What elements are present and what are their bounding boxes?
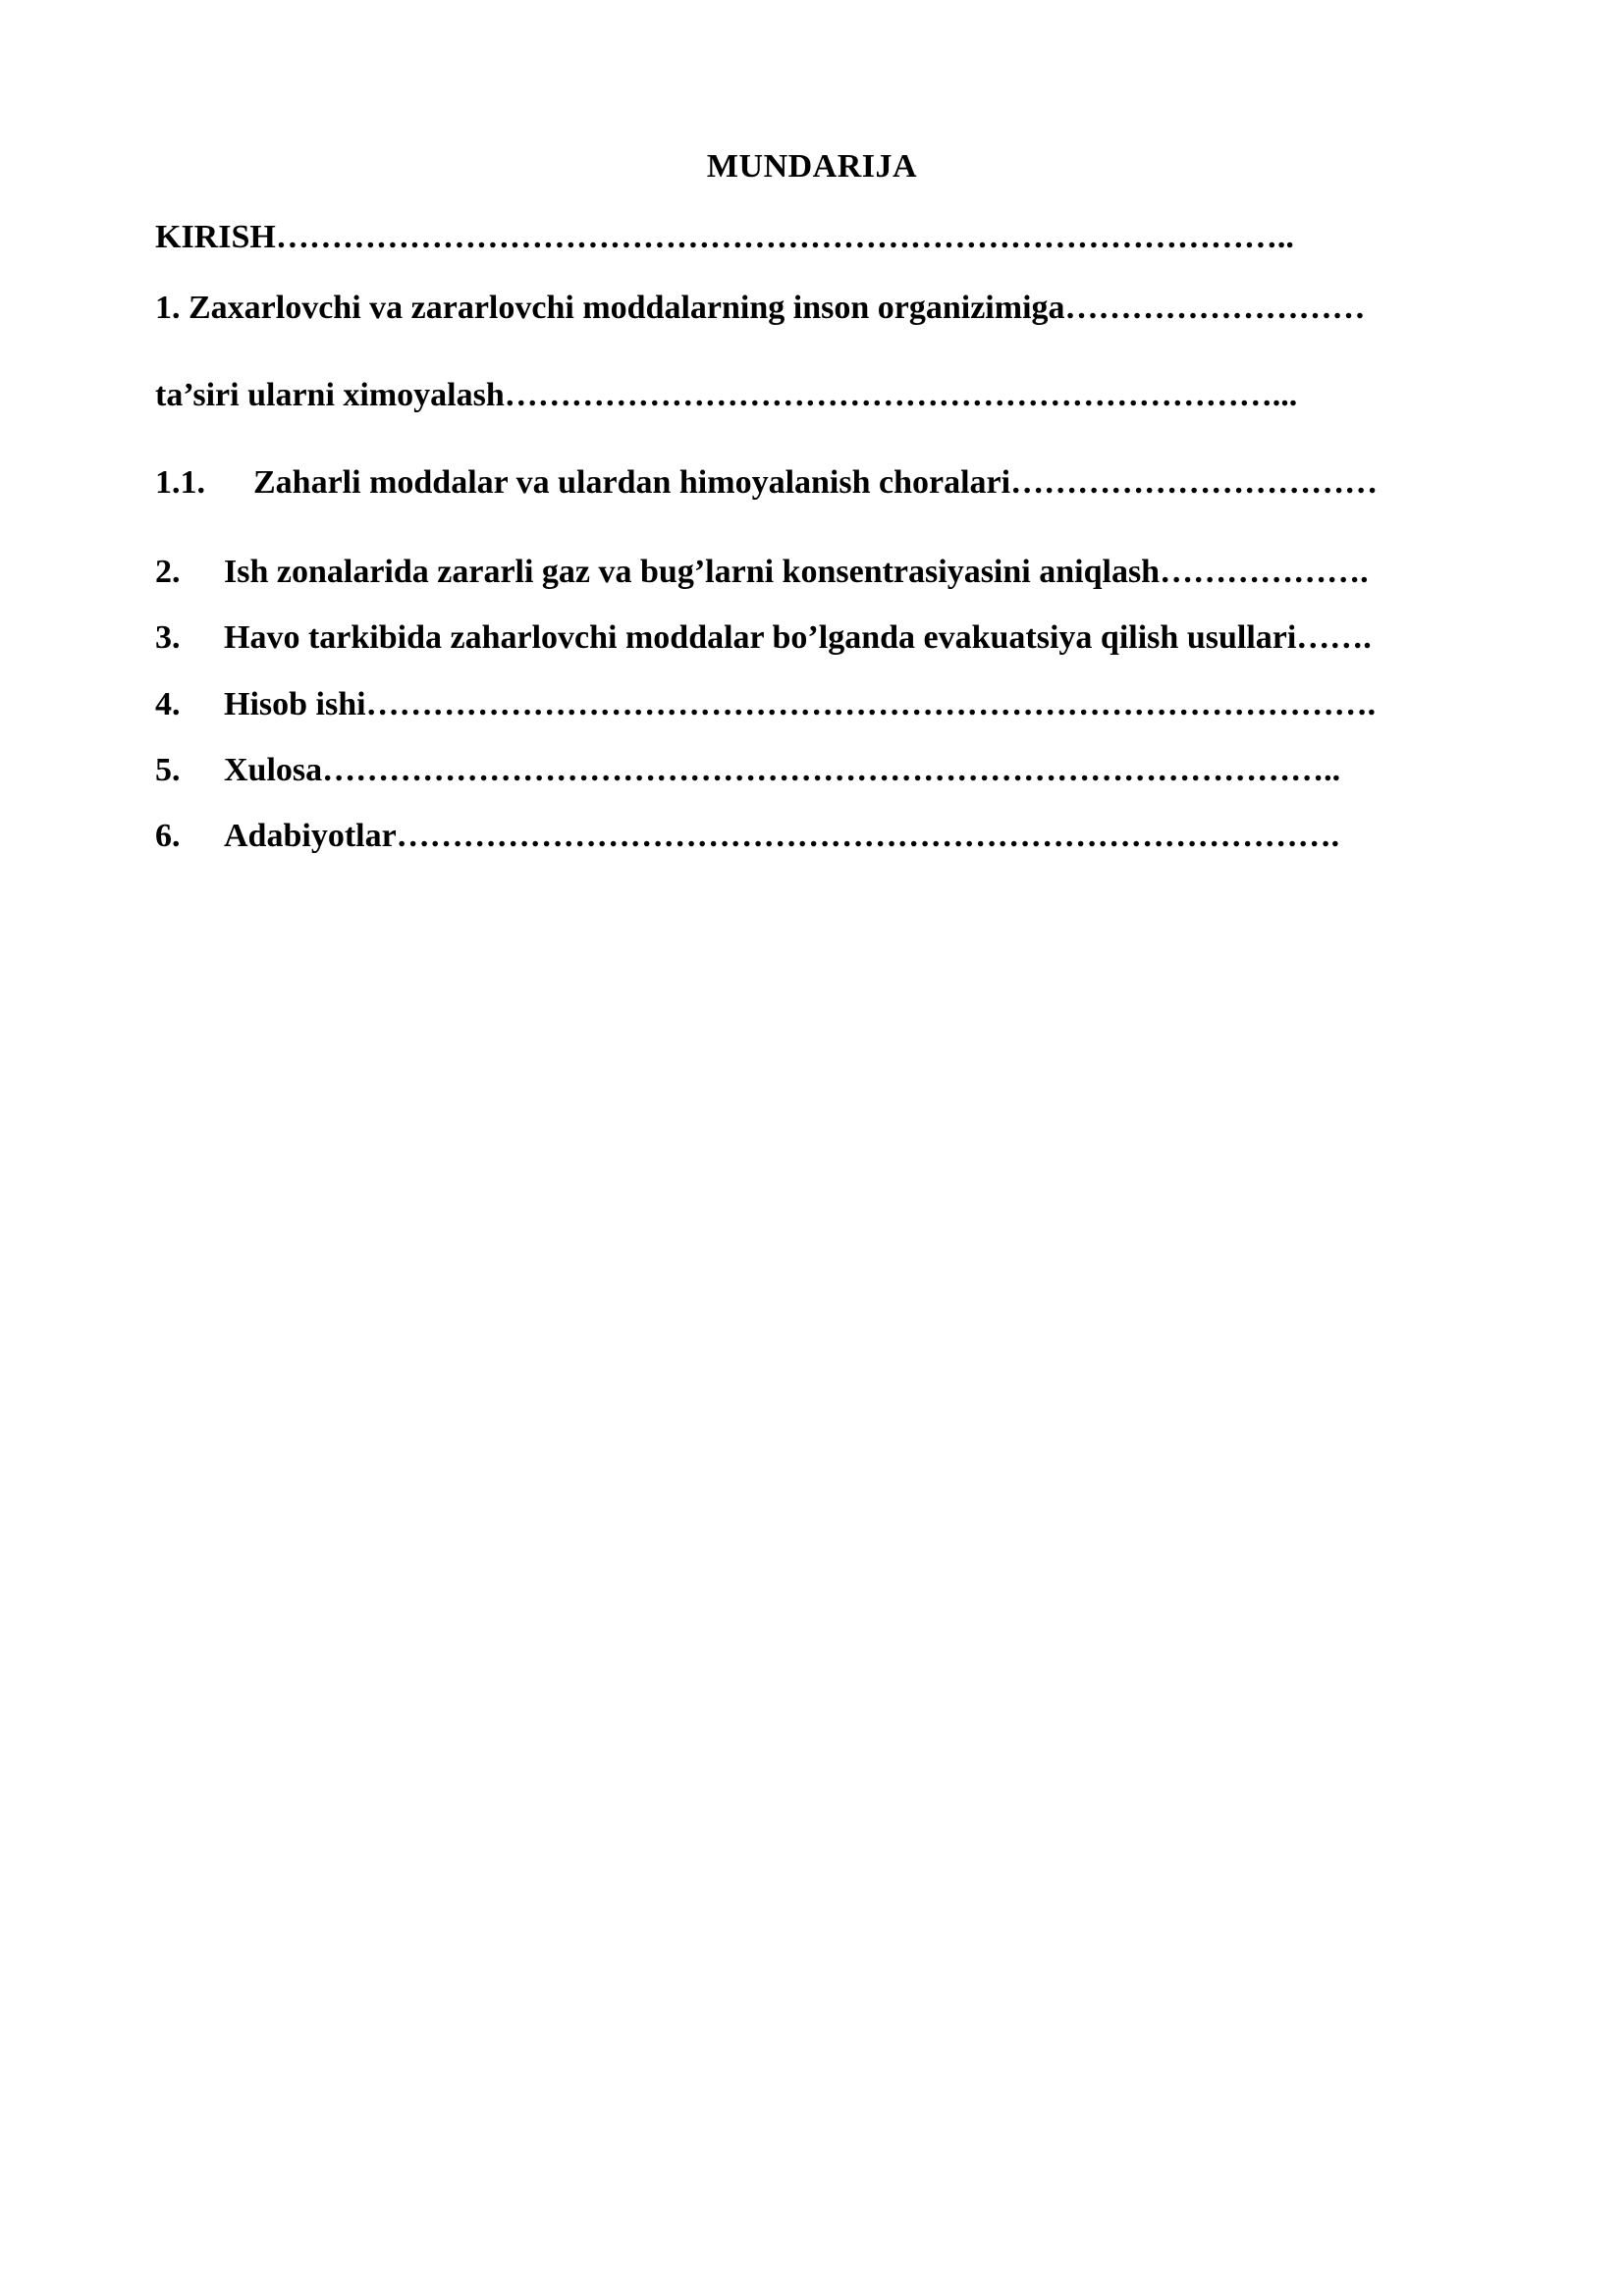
toc-entry-text: 1. Zaxarlovchi va zararlovchi moddalarning inson organizimiga……………………… <box>155 290 1366 326</box>
toc-entry-text: Adabiyotlar…………………………………………………………………………. <box>224 818 1340 854</box>
toc-entry-text: Xulosa……………………………………………………………………………….. <box>224 752 1341 788</box>
toc-entry-text: Hisob ishi………………………………………………………………………………. <box>224 686 1377 722</box>
toc-entry-text: Ish zonalarida zararli gaz va bug’larni konsentrasiyasini aniqlash………………. <box>224 554 1369 590</box>
toc-entry-text: ta’siri ularni ximoyalash……………………………………………………………... <box>155 377 1298 413</box>
toc-entry-number: 5. <box>155 752 181 788</box>
toc-entry-number: 3. <box>155 619 181 656</box>
toc-entry-4 <box>155 685 1549 724</box>
toc-entry-number: 1.1. <box>155 464 205 501</box>
toc-entry-kirish <box>155 218 1549 257</box>
toc-entry-5 <box>155 751 1549 790</box>
toc-entry-text: Zaharli moddalar va ulardan himoyalanish choralari…………………………… <box>253 464 1379 501</box>
toc-entry-1-line2 <box>155 376 1549 415</box>
toc-entry-number: 4. <box>155 686 181 722</box>
toc-entry-number: 2. <box>155 554 181 590</box>
toc-entry-3 <box>155 618 1549 658</box>
toc-entry-text: KIRISH……………………………………………………………………………….. <box>155 219 1294 255</box>
toc-entry-number: 6. <box>155 818 181 854</box>
toc-entry-1-line1 <box>155 289 1549 328</box>
toc-entry-2 <box>155 553 1549 592</box>
toc-entry-1-1 <box>155 463 1549 503</box>
toc-entry-6 <box>155 817 1549 856</box>
page-title: MUNDARIJA <box>706 148 918 185</box>
toc-entry-text: Havo tarkibida zaharlovchi moddalar bo’lganda evakuatsiya qilish usullari……. <box>224 619 1372 656</box>
